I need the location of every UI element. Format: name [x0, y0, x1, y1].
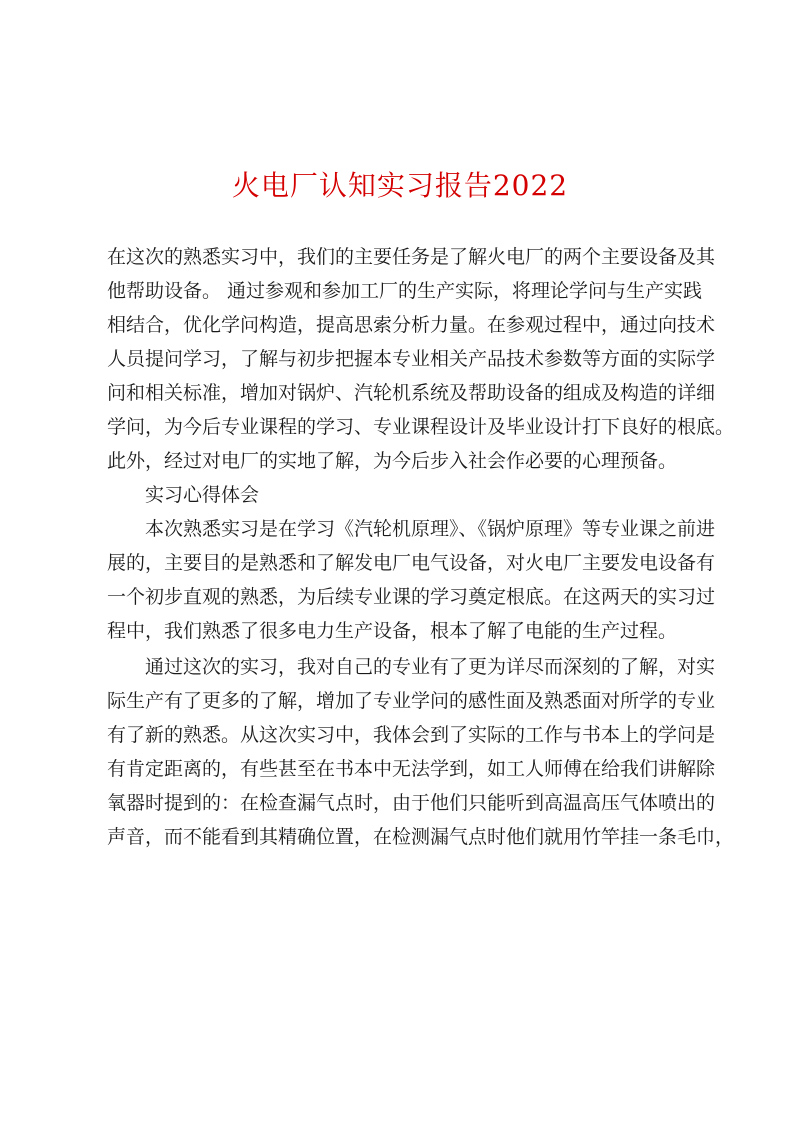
text-line: 通过这次的实习，我对自己的专业有了更为详尽而深刻的了解，对实	[145, 656, 716, 678]
heading-text: 实习心得体会	[145, 484, 260, 506]
text-line: 程中，我们熟悉了很多电力生产设备，根本了解了电能的生产过程。	[107, 620, 678, 642]
text-line: 他帮助设备。 通过参观和参加工厂的生产实际，将理论学问与生产实践	[107, 280, 703, 302]
text-line: 本次熟悉实习是在学习《汽轮机原理》、《锅炉原理》等专业课之前进	[145, 518, 716, 540]
paragraph	[107, 650, 735, 854]
text-line: 有肯定距离的，有些甚至在书本中无法学到，如工人师傅在给我们讲解除	[107, 758, 716, 780]
text-line: 展的，主要目的是熟悉和了解发电厂电气设备，对火电厂主要发电设备有	[107, 552, 716, 574]
paragraph	[107, 240, 735, 478]
text-line: 际生产有了更多的了解，增加了专业学问的感性面及熟悉面对所学的专业	[107, 690, 716, 712]
text-line: 一个初步直观的熟悉，为后续专业课的学习奠定根底。在这两天的实习过	[107, 586, 716, 608]
text-line: 氧器时提到的：在检查漏气点时，由于他们只能听到高温高压气体喷出的	[107, 792, 716, 814]
document-body	[107, 240, 735, 854]
text-line: 此外，经过对电厂的实地了解，为今后步入社会作必要的心理预备。	[107, 450, 678, 472]
text-line: 问和相关标准，增加对锅炉、汽轮机系统及帮助设备的组成及构造的详细	[107, 382, 716, 404]
document-title: 火电厂认知实习报告2022	[231, 169, 569, 202]
text-line: 人员提问学习，了解与初步把握本专业相关产品技术参数等方面的实际学	[107, 348, 716, 370]
text-line: 学问，为今后专业课程的学习、专业课程设计及毕业设计打下良好的根底。	[107, 416, 735, 438]
text-line: 在这次的熟悉实习中，我们的主要任务是了解火电厂的两个主要设备及其	[107, 246, 716, 268]
text-line: 有了新的熟悉。从这次实习中，我体会到了实际的工作与书本上的学问是	[107, 724, 716, 746]
text-line: 声音，而不能看到其精确位置，在检测漏气点时他们就用竹竿挂一条毛巾，	[107, 826, 735, 848]
text-line: 相结合，优化学问构造，提高思索分析力量。在参观过程中，通过向技术	[107, 314, 716, 336]
paragraph	[107, 512, 716, 648]
section-heading	[107, 478, 701, 512]
